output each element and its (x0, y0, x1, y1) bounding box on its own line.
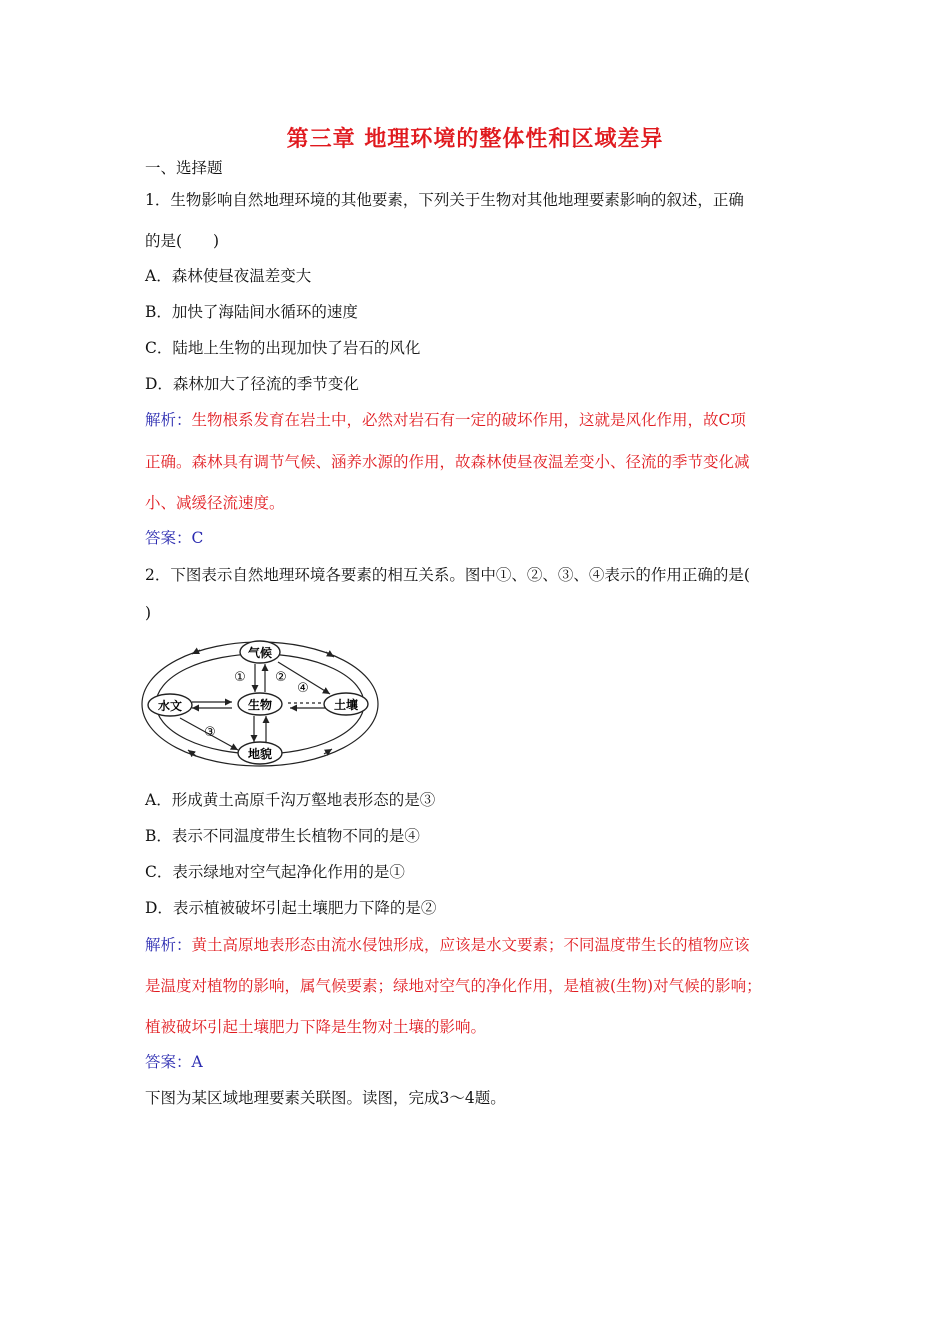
q2-analysis-line1 (145, 935, 750, 955)
q2-option-b: B．表示不同温度带生长植物不同的是④ (145, 827, 420, 845)
q2-option-a: A．形成黄土高原千沟万壑地表形态的是③ (145, 791, 436, 809)
q2-stem-line1: 2．下图表示自然地理环境各要素的相互关系。图中①、②、③、④表示的作用正确的是( (145, 566, 750, 584)
q2-stem-line2: ) (145, 604, 152, 622)
q2-analysis-line2: 是温度对植物的影响，属气候要素；绿地对空气的净化作用，是植被(生物)对气候的影响； (145, 977, 762, 995)
q1-option-c: C．陆地上生物的出现加快了岩石的风化 (145, 339, 421, 357)
q1-stem-line2: 的是( ) (145, 232, 220, 250)
q1-analysis-line2: 正确。森林具有调节气候、涵养水源的作用，故森林使昼夜温差变小、径流的季节变化减 (145, 453, 750, 471)
q1-analysis-text1: 生物根系发育在岩土中，必然对岩石有一定的破坏作用，这就是风化作用，故C项 (191, 411, 746, 429)
node-water-label: 水文 (157, 699, 183, 713)
q1-stem-line1: 1．生物影响自然地理环境的其他要素，下列关于生物对其他地理要素影响的叙述，正确 (145, 191, 744, 209)
marker-2: ② (275, 670, 287, 685)
q2-analysis-label: 解析： (145, 936, 192, 954)
node-soil-label: 土壤 (333, 698, 359, 712)
q1-answer: 答案：C (145, 529, 204, 547)
marker-4: ④ (297, 681, 309, 696)
page-title: 第三章 地理环境的整体性和区域差异 (286, 127, 664, 152)
q2-option-d: D．表示植被破坏引起土壤肥力下降的是② (145, 899, 437, 917)
marker-1: ① (234, 670, 246, 685)
q2-option-c: C．表示绿地对空气起净化作用的是① (145, 863, 405, 881)
q1-option-b: B．加快了海陆间水循环的速度 (145, 303, 358, 321)
node-biology-label: 生物 (247, 698, 273, 712)
q1-option-a: A．森林使昼夜温差变大 (145, 267, 312, 285)
geo-elements-diagram (140, 632, 380, 772)
q2-analysis-text1: 黄土高原地表形态由流水侵蚀形成，应该是水文要素；不同温度带生长的植物应该 (191, 936, 750, 954)
marker-3: ③ (204, 725, 216, 740)
q1-option-d: D．森林加大了径流的季节变化 (145, 375, 359, 393)
q1-analysis-line3: 小、减缓径流速度。 (145, 494, 285, 512)
q1-analysis-label: 解析： (145, 411, 192, 429)
node-landform-label: 地貌 (247, 747, 273, 761)
q1-analysis-line1 (145, 410, 746, 430)
q2-answer: 答案：A (145, 1053, 203, 1071)
q2-analysis-line3: 植被破坏引起土壤肥力下降是生物对土壤的影响。 (145, 1018, 487, 1036)
section-heading: 一、选择题 (145, 159, 223, 177)
q3-intro: 下图为某区域地理要素关联图。读图，完成3～4题。 (145, 1089, 506, 1107)
node-climate-label: 气候 (247, 646, 273, 660)
